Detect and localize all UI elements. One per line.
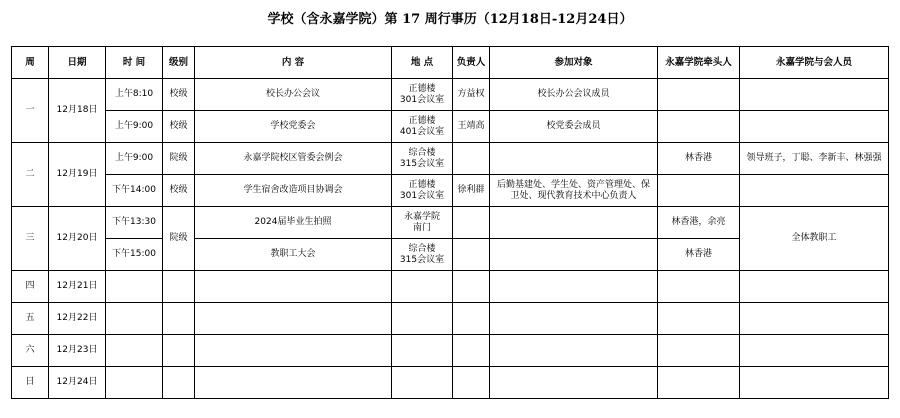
empty-cell	[392, 335, 453, 367]
place-cell	[392, 111, 453, 143]
yj-members-cell	[740, 111, 889, 143]
table-row	[12, 111, 889, 143]
table-row	[12, 367, 889, 399]
place-line: 315会议室	[399, 158, 445, 169]
content-cell: 学生宿舍改造项目协调会	[195, 175, 392, 207]
table-row	[12, 207, 889, 239]
weekday-cell: 日	[12, 367, 49, 399]
empty-cell	[195, 335, 392, 367]
time-cell: 下午15:00	[106, 239, 163, 271]
place-cell	[392, 79, 453, 111]
content-cell: 永嘉学院校区管委会例会	[195, 143, 392, 175]
empty-cell	[195, 367, 392, 399]
date-cell: 12月23日	[49, 335, 106, 367]
date-cell: 12月21日	[49, 271, 106, 303]
empty-cell	[163, 303, 195, 335]
participants-line: 后勤基建处、学生处、资产管理处、保	[496, 179, 650, 190]
date-cell: 12月24日	[49, 367, 106, 399]
header-row	[12, 47, 889, 79]
table-row	[12, 175, 889, 207]
yj-members-cell	[740, 79, 889, 111]
weekday-cell: 一	[12, 79, 49, 143]
owner-cell: 徐利群	[453, 175, 490, 207]
weekday-cell: 三	[12, 207, 49, 271]
header-owner: 负责人	[453, 47, 490, 79]
owner-cell: 方益权	[453, 79, 490, 111]
place-line: 综合楼	[408, 243, 436, 254]
header-level: 级别	[163, 47, 195, 79]
participants-cell	[490, 239, 658, 271]
place-cell	[392, 207, 453, 239]
content-cell: 2024届毕业生拍照	[195, 207, 392, 239]
table-row	[12, 143, 889, 175]
empty-cell	[163, 271, 195, 303]
empty-cell	[658, 303, 740, 335]
time-cell: 下午14:00	[106, 175, 163, 207]
empty-cell	[453, 303, 490, 335]
place-line: 315会议室	[399, 254, 445, 265]
yj-lead-cell: 林香港	[658, 143, 740, 175]
empty-cell	[453, 367, 490, 399]
header-weekday: 周	[12, 47, 49, 79]
time-cell: 上午9:00	[106, 111, 163, 143]
place-line: 南门	[412, 222, 431, 233]
place-line: 301会议室	[399, 190, 445, 201]
date-cell: 12月20日	[49, 207, 106, 271]
header-yj-members: 永嘉学院与会人员	[740, 47, 889, 79]
level-cell: 院级	[163, 207, 195, 271]
place-line: 正德楼	[408, 115, 436, 126]
yj-lead-cell: 林香港，余亮	[658, 207, 740, 239]
participants-cell	[490, 175, 658, 207]
empty-cell	[163, 367, 195, 399]
level-cell: 院级	[163, 143, 195, 175]
level-cell: 校级	[163, 175, 195, 207]
place-line: 正德楼	[408, 179, 436, 190]
empty-cell	[106, 271, 163, 303]
table-row	[12, 335, 889, 367]
participants-cell	[490, 207, 658, 239]
participants-cell	[490, 143, 658, 175]
place-line: 综合楼	[408, 147, 436, 158]
empty-cell	[658, 271, 740, 303]
owner-cell: 王靖高	[453, 111, 490, 143]
empty-cell	[195, 303, 392, 335]
weekly-calendar-table	[11, 46, 889, 399]
empty-cell	[740, 335, 889, 367]
empty-cell	[490, 303, 658, 335]
empty-cell	[740, 303, 889, 335]
yj-lead-cell: 林香港	[658, 239, 740, 271]
empty-cell	[106, 303, 163, 335]
header-yj-lead: 永嘉学院牵头人	[658, 47, 740, 79]
owner-cell	[453, 207, 490, 239]
empty-cell	[106, 335, 163, 367]
table-row	[12, 303, 889, 335]
empty-cell	[392, 367, 453, 399]
yj-members-cell	[740, 175, 889, 207]
content-cell: 学校党委会	[195, 111, 392, 143]
empty-cell	[453, 335, 490, 367]
owner-cell	[453, 143, 490, 175]
place-cell	[392, 175, 453, 207]
participants-line: 卫处、现代教育技术中心负责人	[510, 190, 637, 201]
header-time: 时 间	[106, 47, 163, 79]
empty-cell	[163, 335, 195, 367]
empty-cell	[106, 367, 163, 399]
empty-cell	[392, 303, 453, 335]
header-participants: 参加对象	[490, 47, 658, 79]
content-cell: 校长办公会议	[195, 79, 392, 111]
level-cell: 校级	[163, 79, 195, 111]
weekday-cell: 六	[12, 335, 49, 367]
yj-lead-cell	[658, 79, 740, 111]
weekday-cell: 四	[12, 271, 49, 303]
weekday-cell: 二	[12, 143, 49, 207]
content-cell: 教职工大会	[195, 239, 392, 271]
place-line: 401会议室	[399, 126, 445, 137]
empty-cell	[658, 367, 740, 399]
time-cell: 上午8:10	[106, 79, 163, 111]
empty-cell	[490, 271, 658, 303]
participants-cell: 校长办公会议成员	[490, 79, 658, 111]
place-line: 永嘉学院	[403, 211, 440, 222]
empty-cell	[740, 367, 889, 399]
weekday-cell: 五	[12, 303, 49, 335]
place-cell	[392, 143, 453, 175]
yj-members-cell: 全体教职工	[740, 207, 889, 271]
table-row	[12, 271, 889, 303]
empty-cell	[392, 271, 453, 303]
place-line: 正德楼	[408, 83, 436, 94]
date-cell: 12月18日	[49, 79, 106, 143]
place-line: 301会议室	[399, 94, 445, 105]
empty-cell	[740, 271, 889, 303]
owner-cell	[453, 239, 490, 271]
empty-cell	[490, 335, 658, 367]
page-title: 学校（含永嘉学院）第 17 周行事历（12月18日-12月24日）	[267, 12, 633, 27]
level-cell: 校级	[163, 111, 195, 143]
yj-lead-cell	[658, 175, 740, 207]
header-date: 日期	[49, 47, 106, 79]
place-cell	[392, 239, 453, 271]
header-content: 内 容	[195, 47, 392, 79]
empty-cell	[195, 271, 392, 303]
yj-members-cell: 领导班子，丁聪、李新丰、林强强	[740, 143, 889, 175]
header-place: 地 点	[392, 47, 453, 79]
time-cell: 上午9:00	[106, 143, 163, 175]
empty-cell	[490, 367, 658, 399]
empty-cell	[453, 271, 490, 303]
time-cell: 下午13:30	[106, 207, 163, 239]
participants-cell: 校党委会成员	[490, 111, 658, 143]
table-row	[12, 79, 889, 111]
yj-lead-cell	[658, 111, 740, 143]
date-cell: 12月19日	[49, 143, 106, 207]
date-cell: 12月22日	[49, 303, 106, 335]
empty-cell	[658, 335, 740, 367]
